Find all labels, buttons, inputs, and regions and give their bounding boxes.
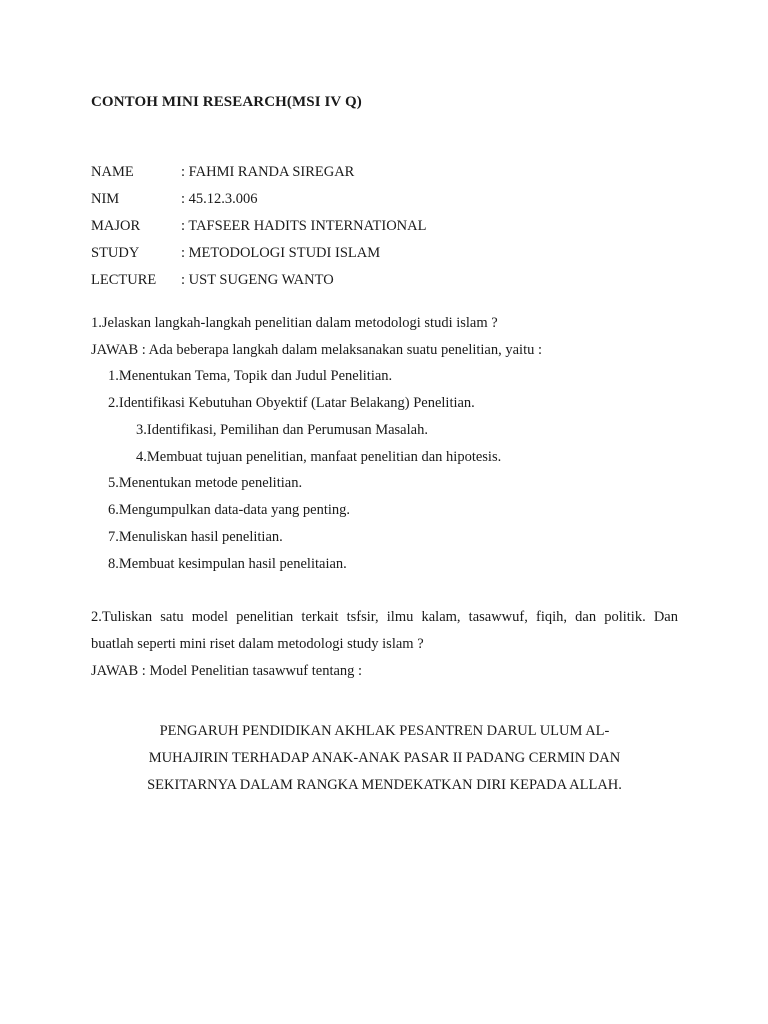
step-item: 6.Mengumpulkan data-data yang penting. [108,502,351,518]
step-item: 8.Membuat kesimpulan hasil penelitaian. [108,556,347,572]
info-value: : FAHMI RANDA SIREGAR [181,164,355,180]
info-value: : UST SUGENG WANTO [181,272,334,288]
info-value: : TAFSEER HADITS INTERNATIONAL [181,218,427,234]
info-row-study [91,245,380,262]
question-2-line-1: 2.Tuliskan satu model penelitian terkait tsfsir, ilmu kalam, tasawwuf, fiqih, dan politik. Dan [91,609,678,625]
info-row-name [91,164,354,181]
info-row-lecture [91,272,334,289]
info-label: STUDY [91,245,140,261]
info-label: NAME [91,164,134,180]
step-item: 2.Identifikasi Kebutuhan Obyektif (Latar Belakang) Penelitian. [108,395,475,411]
step-item: 4.Membuat tujuan penelitian, manfaat penelitian dan hipotesis. [136,449,502,465]
info-label: NIM [91,191,120,207]
document-title: CONTOH MINI RESEARCH(MSI IV Q) [91,94,362,110]
step-item: 1.Menentukan Tema, Topik dan Judul Penelitian. [108,368,393,384]
answer-1: JAWAB : Ada beberapa langkah dalam melaksanakan suatu penelitian, yaitu : [91,342,543,358]
info-value: : 45.12.3.006 [181,191,258,207]
step-item: 3.Identifikasi, Pemilihan dan Perumusan Masalah. [136,422,428,438]
step-item: 7.Menuliskan hasil penelitian. [108,529,283,545]
research-title-line-1: PENGARUH PENDIDIKAN AKHLAK PESANTREN DARUL ULUM AL- [159,723,610,739]
answer-2: JAWAB : Model Penelitian tasawwuf tentang : [91,663,363,679]
info-label: LECTURE [91,272,157,288]
question-2-line-2: buatlah seperti mini riset dalam metodologi study islam ? [91,636,424,652]
info-row-major [91,218,426,235]
info-row-nim [91,191,258,208]
info-value: : METODOLOGI STUDI ISLAM [181,245,381,261]
research-title-line-2: MUHAJIRIN TERHADAP ANAK-ANAK PASAR II PADANG CERMIN DAN [148,750,621,766]
question-1: 1.Jelaskan langkah-langkah penelitian dalam metodologi studi islam ? [91,315,498,331]
step-item: 5.Menentukan metode penelitian. [108,475,303,491]
research-title-line-3: SEKITARNYA DALAM RANGKA MENDEKATKAN DIRI KEPADA ALLAH. [147,777,622,793]
info-label: MAJOR [91,218,141,234]
